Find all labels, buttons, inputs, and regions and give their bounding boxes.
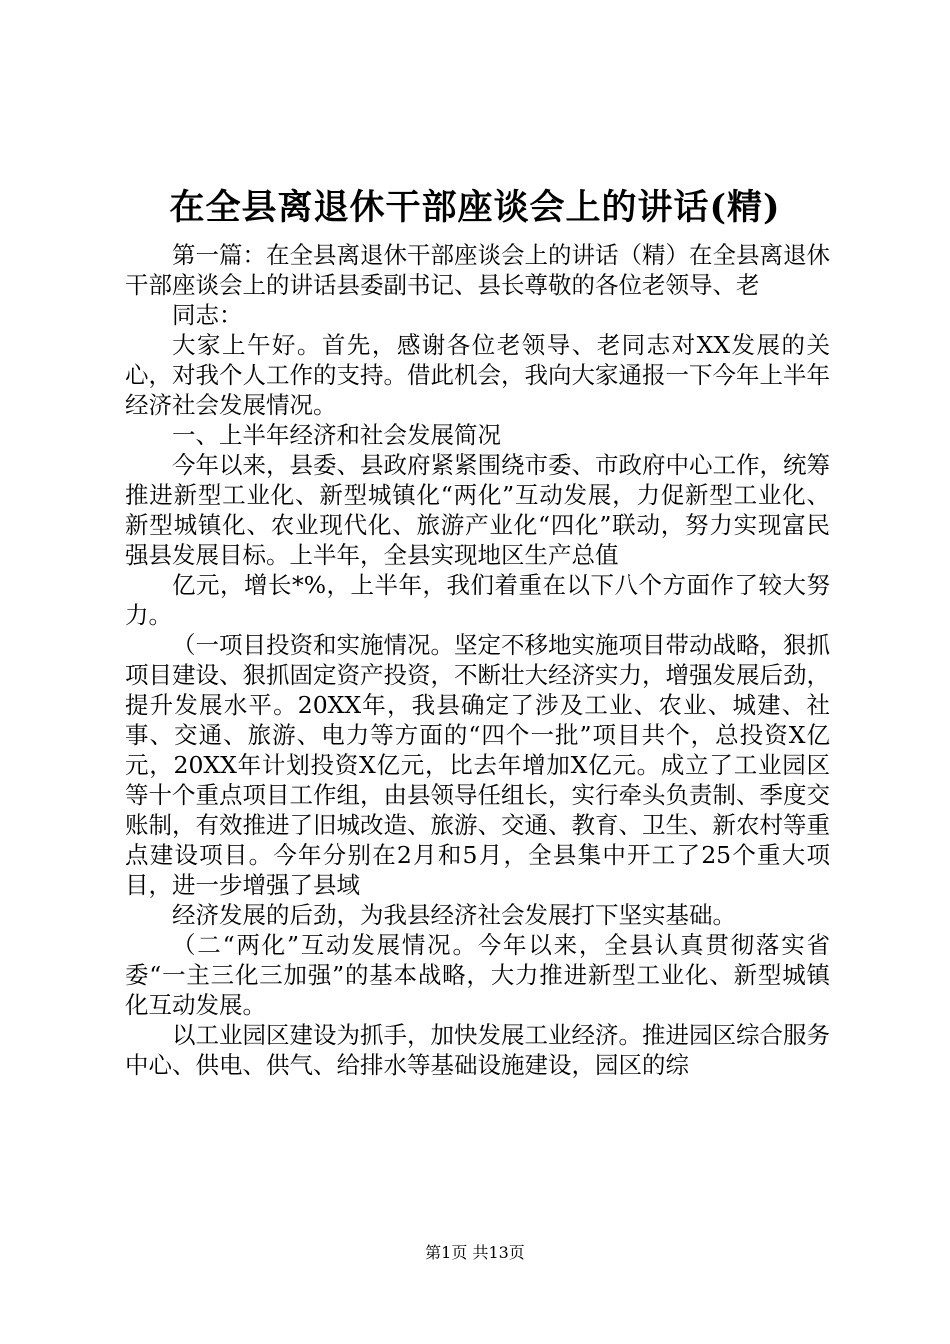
- page-number-footer: 第1页 共13页: [425, 1243, 525, 1262]
- paragraph-growth: 亿元，增长*%，上半年，我们着重在以下八个方面作了较大努力。: [125, 571, 830, 629]
- page-title: 在全县离退休干部座谈会上的讲话(精): [169, 187, 781, 228]
- document-body: [125, 240, 830, 1080]
- paragraph-project-investment: （一项目投资和实施情况。坚定不移地实施项目带动战略，狠抓项目建设、狠抓固定资产投资，不断壮大经济实力，增强发展后劲，提升发展水平。20XX年，我县确定了涉及工业、农业、城建、社事、交通、旅游、电力等方面的“四个一批”项目共个，总投资X亿元，20XX年计划投资X亿元，比去年增加X亿元。成立了工业园区等十个重点项目工作组，由县领导任组长，实行牵头负责制、季度交账制，有效推进了旧城改造、旅游、交通、教育、卫生、新农村等重点建设项目。今年分别在2月和5月，全县集中开工了25个重大项目，进一步增强了县域: [125, 631, 830, 899]
- paragraph-salutation: 同志：: [172, 301, 243, 329]
- section-heading-overview: 一、上半年经济和社会发展简况: [172, 421, 501, 449]
- paragraph-project-investment-cont: 经济发展的后劲，为我县经济社会发展打下坚实基础。: [172, 901, 736, 929]
- paragraph-greeting: 大家上午好。首先，感谢各位老领导、老同志对XX发展的关心，对我个人工作的支持。借此机会，我向大家通报一下今年上半年经济社会发展情况。: [125, 331, 830, 419]
- paragraph-industrial-park: 以工业园区建设为抓手，加快发展工业经济。推进园区综合服务中心、供电、供气、给排水等基础设施建设，园区的综: [125, 1021, 830, 1079]
- paragraph-overview: 今年以来，县委、县政府紧紧围绕市委、市政府中心工作，统筹推进新型工业化、新型城镇化“两化”互动发展，力促新型工业化、新型城镇化、农业现代化、旅游产业化“四化”联动，努力实现富民强县发展目标。上半年，全县实现地区生产总值: [125, 451, 830, 569]
- paragraph-two-modernizations: （二“两化”互动发展情况。今年以来，全县认真贯彻落实省委“一主三化三加强”的基本战略，大力推进新型工业化、新型城镇化互动发展。: [125, 931, 830, 1019]
- paragraph-chapter-intro: 第一篇：在全县离退休干部座谈会上的讲话（精）在全县离退休干部座谈会上的讲话县委副书记、县长尊敬的各位老领导、老: [125, 241, 830, 299]
